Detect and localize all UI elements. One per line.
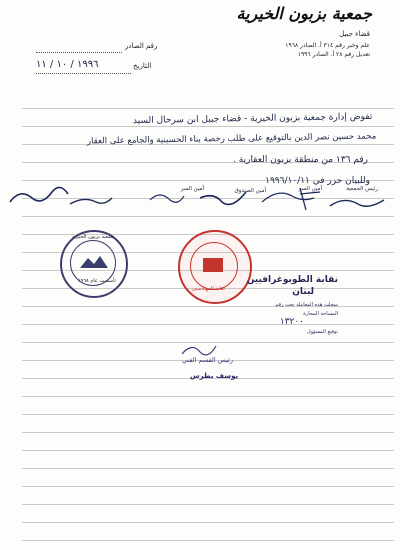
syndicate-handwritten-number: ١٣٢٠٠ xyxy=(279,317,304,327)
district: قضاء جبيل xyxy=(339,30,370,38)
ref-number-label: رقم الصادر xyxy=(125,42,158,50)
header-line-2: تعديل رقم ٢٨ أ. الصادر ١٩٩٦ xyxy=(297,51,370,58)
ruled-line xyxy=(22,306,394,307)
signatures-scribbles xyxy=(0,180,400,220)
ruled-line xyxy=(22,504,394,505)
round-stamp-text-top: جمعية بزبون الخيرية xyxy=(72,234,115,240)
ref-date-value: ١٩٩٦ / ١٠ / ١١ xyxy=(36,59,99,70)
ref-date-line xyxy=(36,73,131,74)
ruled-line xyxy=(22,414,394,415)
technical-head-signature xyxy=(178,340,238,360)
ruled-line xyxy=(22,126,394,127)
ruled-line xyxy=(22,396,394,397)
ref-date-label: التاريخ xyxy=(133,62,152,70)
body-line-2: محمد حسين نصر الدين بالتوقيع على طلب رخصة بناء الحسينية والجامع على العقار xyxy=(86,131,377,147)
body-line-4: وللبيان حرر في ١٩٩٦/١٠/١١ xyxy=(265,176,370,186)
body-line-1: تفوض إدارة جمعية بزبون الخيرية - قضاء جبيل ابن سرحال السيد xyxy=(132,111,373,127)
engineers-red-stamp xyxy=(178,230,252,304)
ruled-line xyxy=(22,324,394,325)
syndicate-line-1: سجلت هذه المعاملة تحت رقم xyxy=(275,302,338,308)
sig-label-secretary: أمين السر xyxy=(298,186,322,192)
technical-head-name: يوسف بطرس xyxy=(190,372,239,380)
ref-number-line xyxy=(36,52,122,53)
syndicate-country: لبنان xyxy=(292,287,314,297)
sig-label-members: أمين السر xyxy=(180,186,204,192)
body-line-3: رقم ١٣٦ من منطقة بزبون العقارية . xyxy=(233,155,368,165)
ruled-line xyxy=(22,522,394,523)
syndicate-line-2: المساحة المجازة xyxy=(303,311,338,317)
round-stamp-text-bottom: تأسست عام ١٩٦٨ xyxy=(78,278,117,284)
header-line-1: علم وخبر رقم ٣١٤ أ. الصادر ١٩٦٨ xyxy=(285,42,370,49)
sig-label-treasurer: أمين الصندوق xyxy=(234,188,266,194)
syndicate-title: نقابة الطوبوغرافيين xyxy=(246,275,338,285)
technical-head-role: رئيس القسم الفني xyxy=(182,356,233,364)
ruled-line xyxy=(22,432,394,433)
syndicate-stamp xyxy=(246,275,338,337)
org-name: جمعية بزبون الخيرية xyxy=(236,4,372,23)
sig-label-president: رئيس الجمعية xyxy=(346,186,378,192)
ruled-line xyxy=(22,450,394,451)
ruled-line xyxy=(22,468,394,469)
red-stamp-text: نقابة المهندسين xyxy=(192,286,225,292)
ruled-line xyxy=(22,486,394,487)
ruled-line xyxy=(22,108,394,109)
ruled-line xyxy=(22,540,394,541)
syndicate-line-3: توقيع المسؤول xyxy=(306,329,338,335)
association-round-stamp xyxy=(60,230,128,298)
